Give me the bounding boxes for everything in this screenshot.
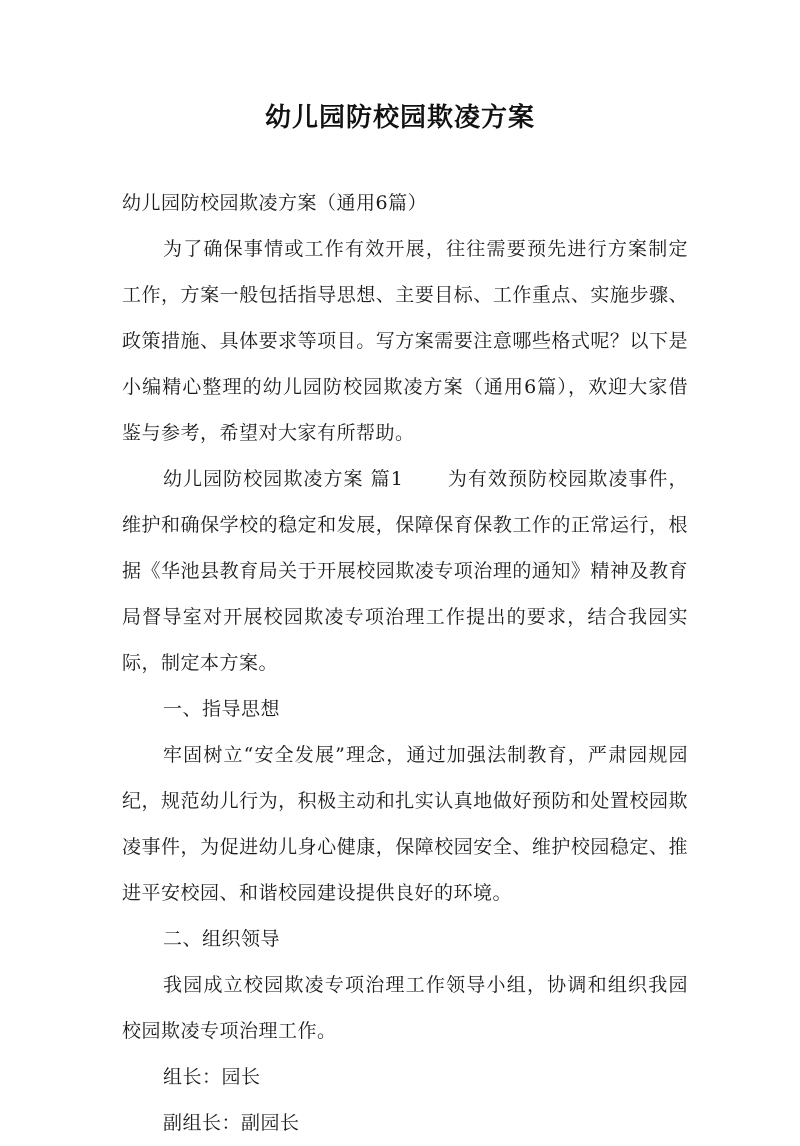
article-heading: 幼儿园防校园欺凌方案 篇1 bbox=[163, 468, 404, 490]
article-first-paragraph bbox=[122, 456, 688, 686]
deputy-leader-line: 副组长：副园长 bbox=[163, 1112, 300, 1134]
article-intro-text: 为有效预防校园欺凌事件，维护和确保学校的稳定和发展，保障保育保教工作的正常运行，根据《华池县教育局关于开展校园欺凌专项治理的通知》精神及教育局督导室对开展校园欺凌专项治理工作提出的要求，结合我园实际，制定本方案。 bbox=[122, 468, 688, 674]
intro-paragraph: 为了确保事情或工作有效开展，往往需要预先进行方案制定工作，方案一般包括指导思想、主要目标、工作重点、实施步骤、政策措施、具体要求等项目。写方案需要注意哪些格式呢？以下是小编精心整理的幼儿园防校园欺凌方案（通用6篇），欢迎大家借鉴与参考，希望对大家有所帮助。 bbox=[122, 238, 688, 444]
leader-line: 组长：园长 bbox=[163, 1066, 261, 1088]
section-heading-guiding-ideology: 一、指导思想 bbox=[163, 698, 281, 720]
document-body bbox=[122, 180, 688, 1146]
section-body-organization: 我园成立校园欺凌专项治理工作领导小组，协调和组织我园校园欺凌专项治理工作。 bbox=[122, 974, 688, 1042]
section-body-guiding-ideology: 牢固树立“安全发展”理念，通过加强法制教育，严肃园规园纪，规范幼儿行为，积极主动和扎实认真地做好预防和处置校园欺凌事件，为促进幼儿身心健康，保障校园安全、维护校园稳定、推进平安校园、和谐校园建设提供良好的环境。 bbox=[122, 744, 688, 904]
section-heading-organization: 二、组织领导 bbox=[163, 928, 281, 950]
document-subtitle: 幼儿园防校园欺凌方案（通用6篇） bbox=[122, 192, 428, 214]
document-title: 幼儿园防校园欺凌方案 bbox=[264, 103, 535, 133]
